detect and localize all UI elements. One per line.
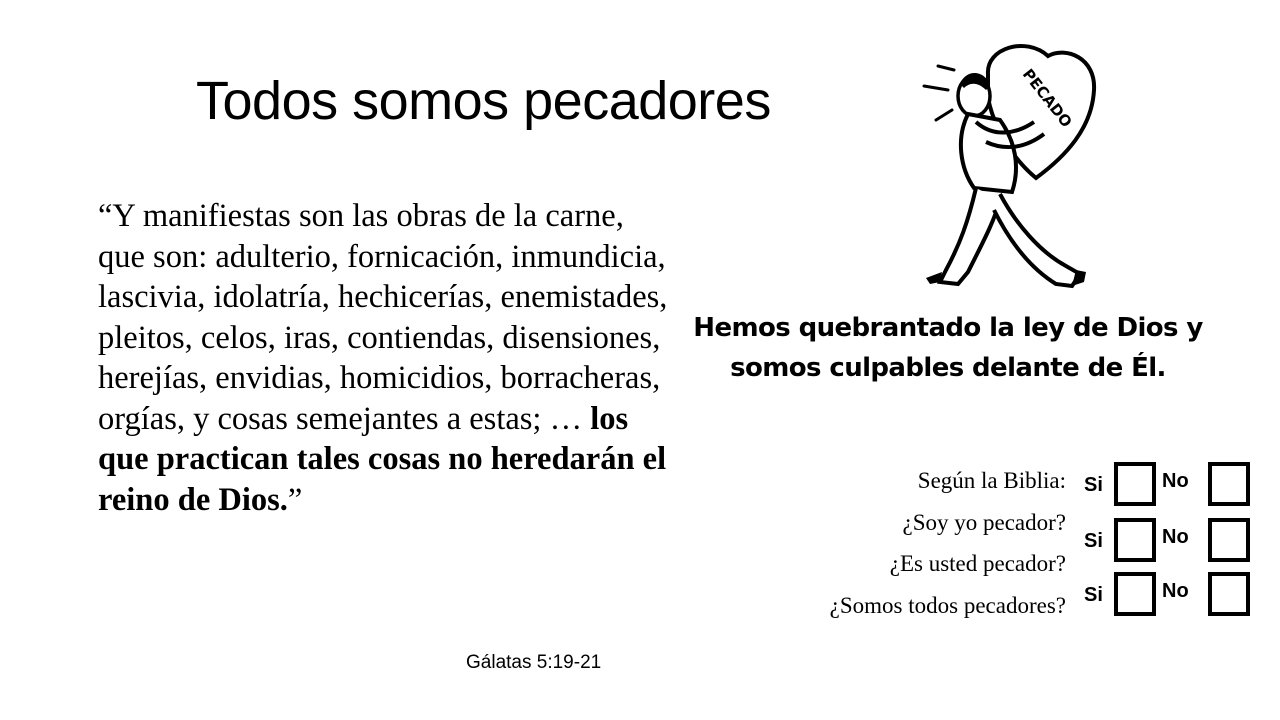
no-checkbox[interactable] [1208,518,1250,562]
no-label: No [1162,526,1189,548]
yes-checkbox[interactable] [1114,518,1156,562]
yes-label: Si [1084,530,1103,552]
no-label: No [1162,580,1189,602]
yes-checkbox[interactable] [1114,572,1156,616]
statement-text: Hemos quebrantado la ley de Dios y somos culpables delante de Él. [693,313,1203,383]
quote-bold-text: los que practican tales cosas no heredarán el reino de Dios. [98,400,667,518]
slide-title: Todos somos pecadores [196,71,771,131]
quote-regular-text: “Y manifiestas son las obras de la carne, que son: adulterio, fornicación, inmundicia, lascivia, idolatría, hechicerías, enemistades, pleitos, celos, iras, contiendas, disensiones, herejías, envidias, homicidios, borracheras, orgías, y cosas semejantes a estas; … [98,198,668,437]
man-carrying-sin-sack-icon [916,38,1106,300]
yes-label: Si [1084,474,1103,496]
question-soy-yo: ¿Soy yo pecador? [902,509,1066,535]
yes-checkbox[interactable] [1114,462,1156,506]
quote-closing-mark: ” [287,481,303,518]
no-checkbox[interactable] [1208,572,1250,616]
question-somos-todos: ¿Somos todos pecadores? [829,592,1066,618]
answer-row-1 [1082,460,1252,506]
sack-label: PECADO [1018,65,1076,131]
answer-row-2 [1082,516,1252,562]
question-es-usted: ¿Es usted pecador? [889,551,1066,576]
question-list [830,460,1066,626]
answer-row-3 [1082,570,1252,616]
yes-label: Si [1084,584,1103,606]
question-intro: Según la Biblia: [917,468,1066,493]
bible-reference: Gálatas 5:19-21 [466,652,602,673]
no-checkbox[interactable] [1208,462,1250,506]
bible-quote [98,196,678,520]
no-label: No [1162,470,1189,492]
